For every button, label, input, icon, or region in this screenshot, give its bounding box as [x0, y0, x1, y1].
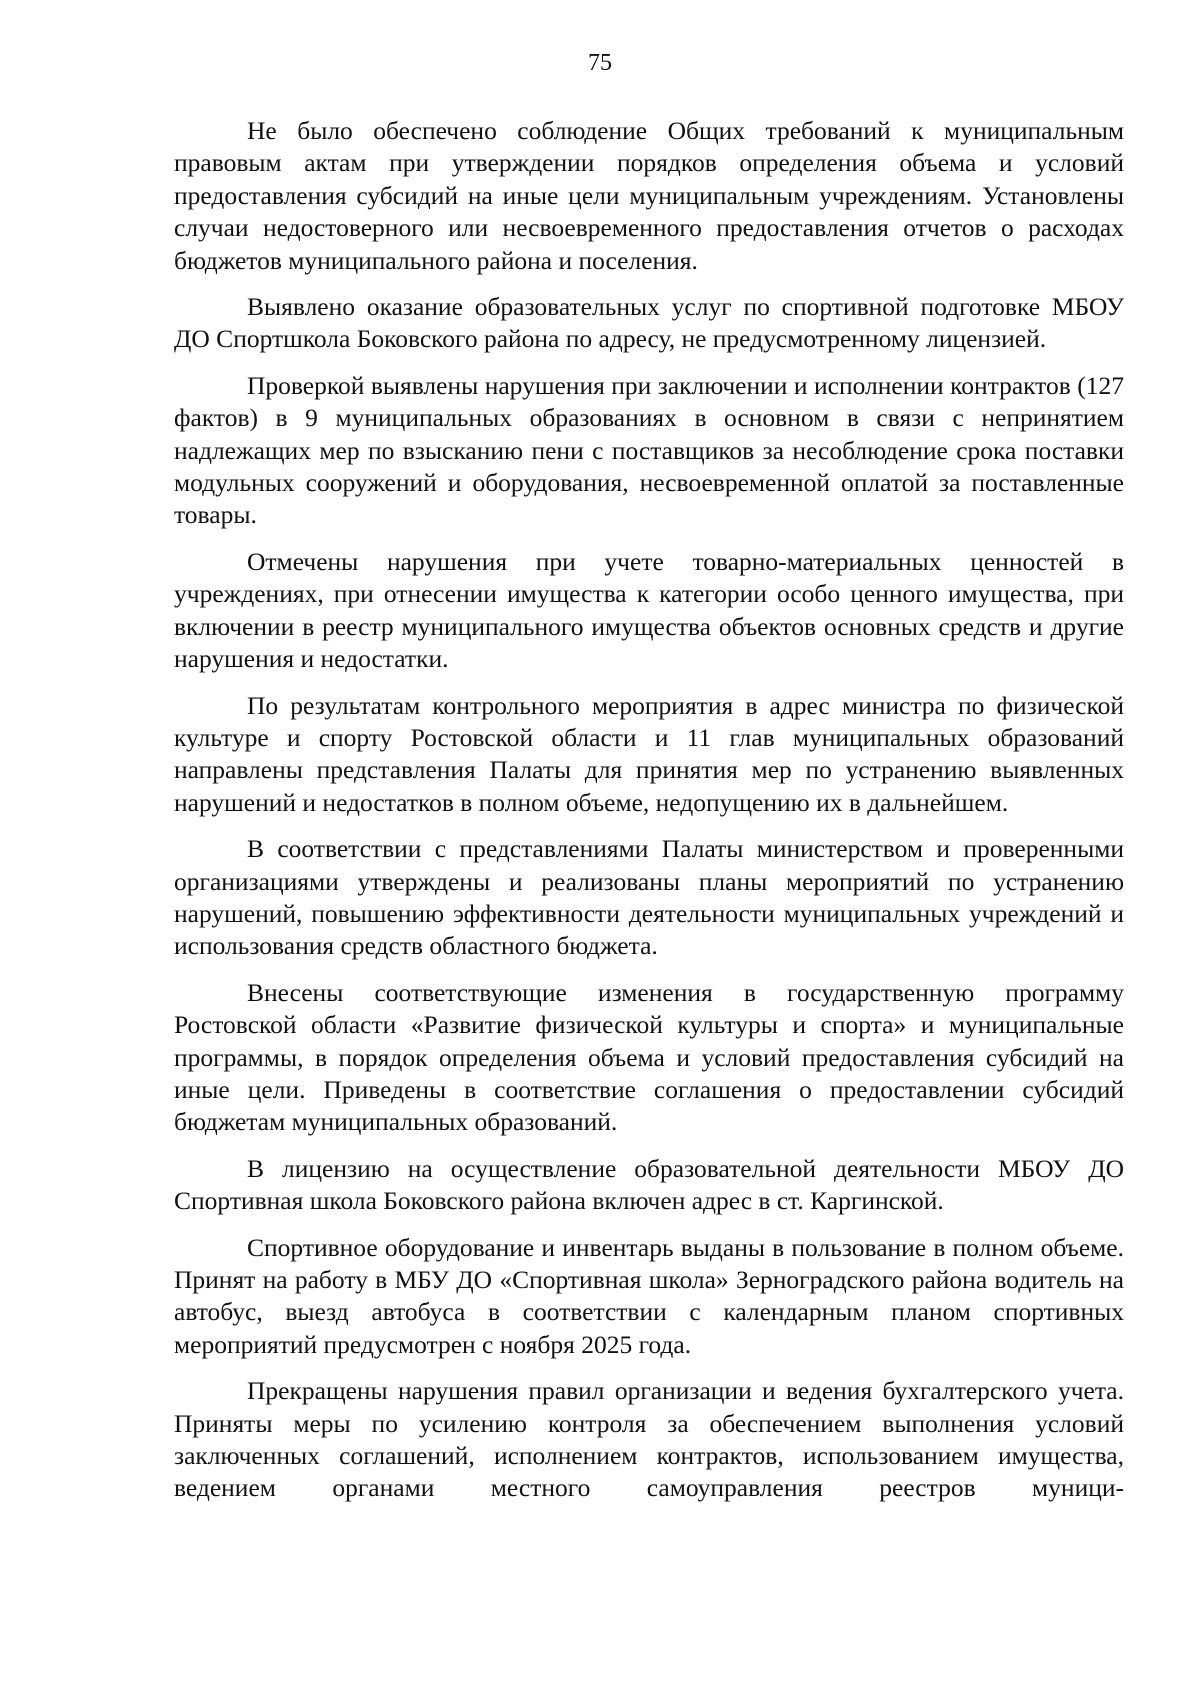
paragraph: В лицензию на осуществление образовательной деятельности МБОУ ДО Спортивная школа Боковского района включен адрес в ст. Каргинской.	[174, 1153, 1124, 1216]
page-number: 75	[588, 50, 612, 76]
paragraph: Выявлено оказание образовательных услуг по спортивной подготовке МБОУ ДО Спортшкола Боковского района по адресу, не предусмотренному лицензией.	[174, 292, 1124, 354]
paragraph: Проверкой выявлены нарушения при заключении и исполнении контрактов (127 фактов) в 9 муниципальных образованиях в основном в связи с непринятием надлежащих мер по взысканию пени с поставщиков за несоблюдение срока поставки модульных сооружений и оборудования, несвоевременной оплатой за поставленные товары.	[174, 370, 1124, 530]
paragraph: Внесены соответствующие изменения в государственную программу Ростовской области «Развитие физической культуры и спорта» и муниципальные программы, в порядок определения объема и условий предоставления субсидий на иные цели. Приведены в соответствие соглашения о предоставлении субсидий бюджетам муниципальных образований.	[174, 977, 1124, 1137]
paragraph: Отмечены нарушения при учете товарно-материальных ценностей в учреждениях, при отнесении имущества к категории особо ценного имущества, при включении в реестр муниципального имущества объектов основных средств и другие нарушения и недостатки.	[174, 546, 1124, 674]
document-body	[174, 115, 1124, 1519]
paragraph: По результатам контрольного мероприятия в адрес министра по физической культуре и спорту Ростовской области и 11 глав муниципальных образований направлены представления Палаты для принятия мер по устранению выявленных нарушений и недостатков в полном объеме, недопущению их в дальнейшем.	[174, 690, 1124, 817]
paragraph: Не было обеспечено соблюдение Общих требований к муниципальным правовым актам при утверждении порядков определения объема и условий предоставления субсидий на иные цели муниципальным учреждениям. Установлены случаи недостоверного или несвоевременного предоставления отчетов о расходах бюджетов муниципального района и поселения.	[174, 116, 1124, 275]
paragraph: Прекращены нарушения правил организации и ведения бухгалтерского учета. Приняты меры по усилению контроля за обеспечением выполнения условий заключенных соглашений, исполнением контрактов, использованием имущества, ведением органами местного самоуправления реестров муници-	[174, 1376, 1124, 1503]
paragraph: В соответствии с представлениями Палаты министерством и проверенными организациями утверждены и реализованы планы мероприятий по устранению нарушений, повышению эффективности деятельности муниципальных учреждений и использования средств областного бюджета.	[174, 834, 1124, 961]
paragraph: Спортивное оборудование и инвентарь выданы в пользование в полном объеме. Принят на работу в МБУ ДО «Спортивная школа» Зерноградского района водитель на автобус, выезд автобуса в соответствии с календарным планом спортивных мероприятий предусмотрен с ноября 2025 года.	[174, 1232, 1124, 1359]
